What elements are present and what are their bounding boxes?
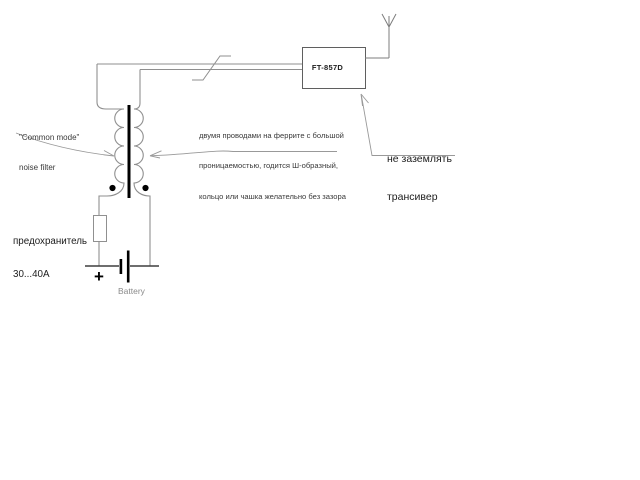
antenna-icon bbox=[365, 14, 396, 58]
power-wire-pair bbox=[97, 64, 302, 70]
ferrite-note-line3: кольцо или чашка желательно без зазора bbox=[199, 192, 346, 202]
fuse-note bbox=[13, 214, 87, 302]
no-ground-note-line2: трансивер bbox=[387, 190, 438, 203]
fuse-symbol bbox=[94, 216, 107, 242]
ferrite-note bbox=[199, 110, 346, 223]
choke-right-winding bbox=[134, 70, 150, 267]
battery-plate-long bbox=[127, 251, 130, 283]
common-mode-note bbox=[19, 113, 79, 193]
battery-plus-label: + bbox=[94, 267, 104, 286]
common-mode-note-line1: "Common mode" bbox=[19, 133, 80, 142]
cable-break-icon bbox=[192, 56, 231, 80]
no-ground-note-line1: не заземлять bbox=[387, 153, 452, 165]
polarity-dot-right bbox=[142, 185, 148, 191]
fuse-note-line1: предохранитель bbox=[13, 236, 88, 247]
battery-plate-short bbox=[120, 259, 123, 274]
fuse-note-line2: 30...40A bbox=[13, 269, 50, 280]
ferrite-note-line2: проницаемостью, годится Ш-образный, bbox=[199, 161, 339, 171]
battery-label: Battery bbox=[118, 286, 145, 296]
no-ground-note bbox=[387, 128, 452, 228]
transceiver-label: FT-857D bbox=[311, 63, 344, 72]
common-mode-note-line2: noise filter bbox=[19, 163, 56, 172]
ferrite-note-line1: двумя проводами на феррите с большой bbox=[199, 130, 344, 140]
polarity-dot-left bbox=[109, 185, 115, 191]
